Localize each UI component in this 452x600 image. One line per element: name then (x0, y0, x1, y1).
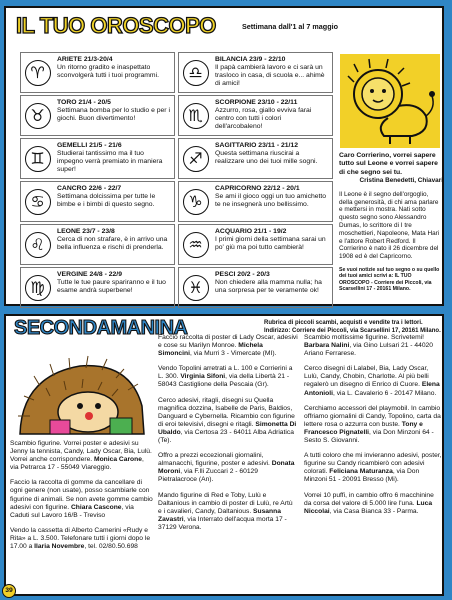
ad-author: Luca Niccolai (304, 499, 433, 515)
sign-name: SAGITTARIO 23/11 - 21/12 (215, 142, 298, 149)
sign-forecast: Non chiedere alla mamma nulla; ha una sorpresa per te veramente ok! (215, 279, 322, 294)
letter-reply: Il Leone è il segno dell'orgoglio, della generosità, di chi ama parlare e mettersi in mostra. Nati sotto questo segno sono Alessandro Dumas, lo scrittore di I tre moschettieri, Napoleone, Mata Hari e l'attore Robert Redford. Il Corrierino è nato il 26 dicembre del 1908 ed è del Capricorno. (339, 190, 440, 261)
classified-ad (304, 334, 442, 358)
reader-letter (339, 152, 443, 292)
sign-text (215, 142, 329, 166)
sign-text (215, 228, 329, 252)
hedgehog-icon (10, 346, 153, 438)
sign-name: ACQUARIO 21/1 - 19/2 (215, 228, 287, 235)
ad-text: , via della Libertà 21 - 58043 Castiglione della Pescaia (Gr). (158, 373, 290, 389)
capricorn-icon: ♑ (183, 189, 209, 215)
sign-aries (20, 52, 175, 93)
secondamanina-subtitle: Rubrica di piccoli scambi, acquisti e vendite tra i lettori. Indirizzo: Corriere dei Piccoli, via Scarsellini 17, 20161 Milano. (264, 320, 441, 334)
sign-forecast: Questa settimana riuscirai a realizzare uno dei tuoi mille sogni. (215, 150, 318, 165)
sign-aquarius (178, 224, 333, 265)
ad-author: Feliciana Maturanza (329, 468, 393, 476)
classified-ad (10, 527, 154, 551)
sign-picture (179, 225, 212, 264)
sign-name: CAPRICORNO 22/12 - 20/1 (215, 185, 300, 192)
sign-picture (21, 225, 54, 264)
ad-text: , via Casa Bianca 33 - Parma. (329, 507, 419, 515)
ad-author: Simonetta Di Ubaldo (158, 420, 297, 436)
sign-picture (179, 182, 212, 221)
sign-name: VERGINE 24/8 - 22/9 (57, 271, 122, 278)
sign-picture (21, 182, 54, 221)
aries-icon: ♈ (25, 60, 51, 86)
sign-forecast: Tutte le tue paure spariranno e il tuo esame andrà superbene! (57, 279, 166, 294)
letter-question: Caro Corrierino, vorrei sapere tutto sul Leone e vorrei sapere di che segno sei tu. (339, 152, 438, 176)
secondamanina-panel (4, 314, 444, 596)
ad-text: A tutti coloro che mi invieranno adesivi, poster, figurine su Candy ricambierò con adesivi colorati. (304, 452, 442, 476)
ad-text: Cerco disegni di Lalabel, Bia, Lady Oscar, Lulù, Candy, Chobin, Charlotte. Al più belli regalerò un disegno di Enrico di Cuore. (304, 365, 429, 389)
scorpio-icon: ♏ (183, 103, 209, 129)
ad-author: Virginia Sifoni (180, 373, 226, 381)
virgo-icon: ♍ (25, 275, 51, 301)
sign-name: CANCRO 22/6 - 22/7 (57, 185, 122, 192)
ad-text: Cerchiamo accessori del playmobil. In cambio offriamo giornalini di Candy, Topolino, carta da lettere rosa o azzurra con buste. (304, 404, 441, 428)
aquarius-icon: ♒ (183, 232, 209, 258)
classified-ad (158, 492, 298, 532)
libra-icon: ♎ (183, 60, 209, 86)
sign-gemini (20, 138, 175, 179)
classified-ad (158, 365, 298, 389)
sign-text (57, 142, 171, 174)
ad-text: , via L. Cavalerio 6 - 20147 Milano. (332, 389, 437, 397)
sign-virgo (20, 267, 175, 308)
lion-icon (340, 54, 440, 148)
letter-contact-note: Se vuoi notizie sul tuo segno o su quello dei tuoi amici scrivi a: IL TUO OROSCOPO - Corriere dei Piccoli, via Scarsellini 17 - 20161 Milano. (339, 267, 440, 292)
classified-ad (304, 365, 442, 397)
sign-picture (21, 139, 54, 178)
sign-text (215, 56, 329, 88)
ad-text: , via Interrato dell'acqua morta 17 - 37129 Verona. (158, 515, 287, 531)
sign-name: ARIETE 21/3-20/4 (57, 56, 113, 63)
classified-ad (10, 479, 154, 519)
sign-picture (21, 53, 54, 92)
sign-text (215, 185, 329, 209)
sign-capricorn (178, 181, 333, 222)
leo-lion-illustration (340, 54, 440, 148)
sign-leo (20, 224, 175, 265)
sign-text (57, 56, 171, 80)
ad-text: Scambio figurine. Vorrei poster e adesivi su Jenny la tennista, Candy, Lady Oscar, Bia, Lulù. Vorrei anche corrispondere. (10, 440, 152, 464)
ad-text: , via Gino Lulsari 21 - 44020 Ariano Ferrarese. (304, 342, 433, 358)
pisces-icon: ♓ (183, 275, 209, 301)
ad-text: , via Petrarca 17 - 55049 Viareggio. (10, 456, 144, 472)
ads-column-2 (158, 334, 298, 539)
sign-pisces (178, 267, 333, 308)
sign-picture (179, 139, 212, 178)
classified-ad (304, 405, 442, 445)
ad-text: , via Murri 3 - Vimercate (MI). (189, 350, 277, 358)
letter-signer: Cristina Benedetti, Chiavari (359, 176, 443, 184)
ad-text: , via Don Minzoni 51 - 20091 Bresso (Mi). (304, 468, 420, 484)
sign-taurus (20, 95, 175, 136)
sign-text (215, 271, 329, 295)
sign-picture (21, 96, 54, 135)
ad-author: Monica Carone (94, 456, 142, 464)
ad-author: Chiara Cascone (70, 503, 122, 511)
ad-author: Susanna Zavastri (158, 507, 281, 523)
ad-text: Scambio moltissime figurine. Scrivetemi! (304, 334, 425, 341)
sign-name: SCORPIONE 23/10 - 22/11 (215, 99, 298, 106)
taurus-icon: ♉ (25, 103, 51, 129)
ad-text: , via F.lli Zuccari 2 - 60129 Pietralacroce (An). (158, 468, 258, 484)
sign-sagittarius (178, 138, 333, 179)
page-number: 39 (2, 584, 16, 598)
sign-name: TORO 21/4 - 20/5 (57, 99, 111, 106)
classified-ad (158, 452, 298, 484)
ad-text: , via Certosa 23 - 64011 Alba Adriatica (Te). (158, 428, 294, 445)
ad-author: Barbara Nalini (304, 342, 350, 350)
sagittarius-icon: ♐ (183, 146, 209, 172)
sign-picture (179, 268, 212, 307)
sign-picture (179, 53, 212, 92)
ad-author: Ilaria Novembre (34, 543, 85, 551)
horoscope-week: Settimana dall'1 al 7 maggio (242, 22, 338, 31)
sign-scorpio (178, 95, 333, 136)
ad-text: , via Caduti sul Lavoro 16/B - Treviso (10, 503, 134, 519)
sign-text (57, 228, 171, 252)
sign-text (57, 271, 171, 295)
sign-text (57, 185, 171, 209)
sign-name: BILANCIA 23/9 - 22/10 (215, 56, 286, 63)
ad-text: Offro a prezzi eccezionali giornalini, almanacchi, figurine, poster e adesivi. (158, 452, 272, 468)
ad-text: Vendo Topolini arretrati a L. 100 e Corrierini a L. 300. (158, 365, 293, 381)
ad-author: Michela Simoncini (158, 342, 263, 358)
ad-author: Tony e Francesco Pignatelli (304, 420, 423, 436)
classified-ad (304, 452, 442, 484)
ad-text: Faccio raccolta di poster di Lady Oscar, adesivi e cose su Marilyn Monroe. (158, 334, 298, 350)
cancer-icon: ♋ (25, 189, 51, 215)
ad-text: Vendo la cassetta di Alberto Camerini «Rudy e Rita» a L. 3.500. Telefonare tutti i giorni dopo le 17.00 a (10, 526, 151, 551)
sign-forecast: Se ami il gioco oggi un tuo amichetto te ne insegnerà uno bellissimo. (215, 193, 327, 208)
secondamanina-title: SECONDAMANINA (14, 317, 188, 339)
sign-text (215, 99, 329, 131)
ad-text: , tel. 02/80.50.698 (84, 543, 138, 551)
sign-cancer (20, 181, 175, 222)
classified-ad (158, 397, 298, 446)
sign-name: LEONE 23/7 - 23/8 (57, 228, 115, 235)
ad-text: , via Don Minzoni 64 - Sesto S. Giovanni. (304, 428, 434, 445)
gemini-icon: ♊ (25, 146, 51, 172)
classified-ad (304, 492, 442, 516)
horoscope-title: IL TUO OROSCOPO (16, 13, 216, 38)
sign-forecast: Studierai tantissimo ma il tuo impegno verrà premiato in maniera super! (57, 150, 163, 173)
sign-forecast: I primi giorni della settimana sarai un po' giù ma poi tutto cambierà! (215, 236, 326, 251)
sign-name: GEMELLI 21/5 - 21/6 (57, 142, 122, 149)
classified-ad (10, 440, 154, 472)
sign-picture (21, 268, 54, 307)
sign-forecast: Cerca di non strafare, è in arrivo una bella influenza e rischi di prenderla. (57, 236, 168, 251)
sign-forecast: Il papà cambierà lavoro e ci sarà un trasloco in casa, di scuola e... ahimè di amici! (215, 64, 325, 87)
classified-ad (158, 334, 298, 358)
ad-text: Cerco adesivi, ritagli, disegni su Quella magnifica dozzina, Isabelle de Paris, Baldios, Danguard e Cybernella. Ricambio con figurine di eroi televisivi, disegni e ritagli. (158, 396, 295, 428)
ads-column-3 (304, 334, 442, 523)
horoscope-panel (4, 6, 444, 306)
ad-text: Faccio la raccolta di gomme da cancellare di ogni genere (non usate), posso scambiarle con figurine di animali. Se non avete gomme cambio adesivi con figurine. (10, 479, 153, 511)
ad-text: Mando figurine di Red e Toby, Lulù e Daltanious in cambio di poster di Lulù, re Artù e i cavalieri, Candy, Daltanious. (158, 491, 293, 515)
sign-forecast: Settimana dolcissima per tutte le bimbe e i bimbi di questo segno. (57, 193, 156, 208)
leo-icon: ♌ (25, 232, 51, 258)
ad-author: Donata Moroni (158, 460, 295, 476)
ad-text: Vorrei 10 puffi, in cambio offro 6 macchinine da corsa del valore di 5.000 lire l'una. (304, 491, 434, 507)
sign-forecast: Settimana bomba per lo studio e per i giochi. Buon divertimento! (57, 107, 170, 122)
sign-picture (179, 96, 212, 135)
sign-name: PESCI 20/2 - 20/3 (215, 271, 270, 278)
sign-forecast: Azzurro, rosa, giallo evviva farai centro con tutti i colori dell'arcobaleno! (215, 107, 312, 130)
ad-author: Elena Antonioli (304, 381, 440, 397)
sign-forecast: Un ritorno gradito e inaspettato sconvolgerà tutti i tuoi programmi. (57, 64, 159, 79)
ads-column-1 (10, 440, 154, 558)
sign-libra (178, 52, 333, 93)
sign-text (57, 99, 171, 123)
